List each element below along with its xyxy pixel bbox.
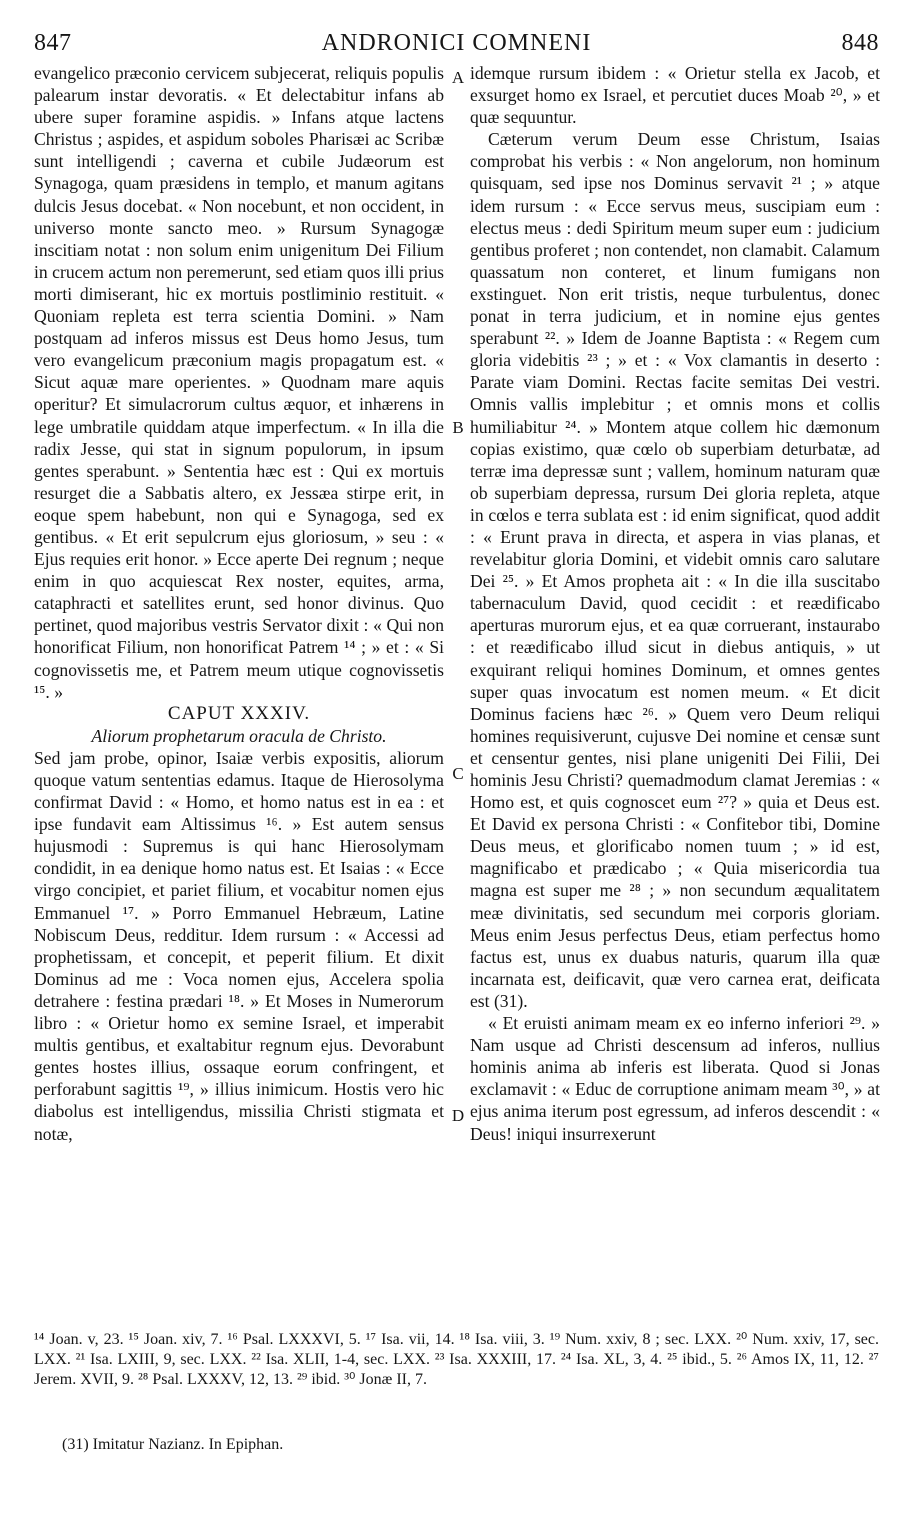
page-header (34, 30, 879, 64)
margin-marker-b: B (452, 418, 464, 437)
commentary-note: (31) Imitatur Nazianz. In Epiphan. (62, 1436, 284, 1453)
margin-marker-d: D (451, 1106, 465, 1125)
chapter-heading: CAPUT XXXIV. (167, 702, 311, 724)
footnotes: ¹⁴ Joan. v, 23. ¹⁵ Joan. xiv, 7. ¹⁶ Psal. LXXXVI, 5. ¹⁷ Isa. vii, 14. ¹⁸ Isa. viii, 3. ¹⁹ Num. xxiv, 8 ; sec. LXX. ²⁰ Num. xxiv, 17, sec. LXX. ²¹ Isa. LXIII, 9, sec. LXX. ²² Isa. XLII, 1-4, sec. LXX. ²³ Isa. XXXIII, 17. ²⁴ Isa. XL, 3, 4. ²⁵ ibid., 5. ²⁶ Amos IX, 11, 12. ²⁷ Jerem. XVII, 9. ²⁸ Psal. LXXXV, 12, 13. ²⁹ ibid. ³⁰ Jonæ II, 7. (34, 1331, 879, 1388)
running-title: ANDRONICI COMNENI (321, 30, 592, 56)
right-column (470, 62, 880, 1145)
margin-marker-c: C (452, 764, 464, 783)
column-number-left: 847 (34, 30, 72, 56)
left-column (34, 62, 444, 1145)
column-number-right: 848 (841, 30, 879, 56)
paragraph: evangelico præconio cervicem subjecerat, reliquis populis palearum instar devoratis. « Et delectabitur infans ab ubere super foramine aspidis. » Infans atque lactens Christus ; aspides, et aspidum soboles Pharisæi ac Scribæ sunt intelligendi ; caverna et cubile Judæorum est Synagoga, quam præsidens in templo, et manum agitans dulcis Jesus docebat. « Non nocebunt, et non occident, in universo monte sancto meo. » Rursum Synagogæ inscitiam notat : non solum enim unigenitum Dei Filium in crucem actum non peremerunt, sed etiam quos illi prius morti dimiserant, hic ex mortuis postliminio restituit. « Quoniam repleta est terra scientia Domini. » Nam postquam ad inferos missus est Deus homo Jesus, tum vero evangelicum præconium magis propagatum est. « Sicut aquæ mare operientes. » Quodnam mare aquis operitur? Et simulacrorum cultus æquor, et inhærens in lege umbratile quiddam atque imperfectum. « In illa die radix Jesse, qui stat in signum populorum, in ipsum gentes sperabunt. » Sententia hæc est : Qui ex mortuis resurget die a Sabbatis altero, ex Jessæa stirpe erit, in eoque spem habebunt, non qui e Synagoga, sed ex gentibus. « Et erit sepulcrum ejus gloriosum, » seu : « Ejus requies erit honor. » Ecce aperte Dei regnum ; neque enim in quo acquiescat Rex noster, equites, arma, cataphracti et satellites erunt, sed honor divinus. Quo pertinet, quod majoribus vestris Servator dixit : « Qui non honorificat Filium, non honorificat Patrem ¹⁴ ; » et : « Si cognovissetis me, et Patrem meum utique cognovissetis ¹⁵. » (34, 63, 444, 702)
paragraph: « Et eruisti animam meam ex eo inferno inferiori ²⁹. » Nam usque ad Christi descensum ad inferos, nullius hominis anima ab inferis est liberata. Quod si Jonas exclamavit : « Educ de corruptione animam meam ³⁰, » at ejus anima iterum post egressum, ad inferos descendit : « Deus! iniqui insurrexerunt (470, 1013, 880, 1144)
paragraph: Sed jam probe, opinor, Isaiæ verbis expositis, aliorum quoque vatum sententias edamus. Itaque de Hierosolyma confirmat David : « Homo, et homo natus est in ea : et ipse fundavit eam Altissimus ¹⁶. » Est autem sensus hujusmodi : Supremus is qui hanc Hierosolymam condidit, in ea denique homo natus est. Et Isaias : « Ecce virgo concipiet, et pariet filium, et vocabitur nomen ejus Emmanuel ¹⁷. » Porro Emmanuel Hebræum, Latine Nobiscum Deus, redditur. Idem rursum : « Accessi ad prophetissam, et concepit, et peperit filium. Et dixit Dominus ad me : Voca nomen ejus, Accelera spolia detrahere : festina prædari ¹⁸. » Et Moses in Numerorum libro : « Orietur homo ex semine Israel, et imperabit multis gentibus, et exaltabitur regnum ejus. Devorabunt gentes hostes illius, ossaque eorum confringent, et perforabunt sagittis ¹⁹, » illius inimicum. Hostis vero hic diabolus est intelligendus, missilia Christi stigmata et notæ, (34, 747, 444, 1144)
chapter-subtitle: Aliorum prophetarum oracula de Christo. (91, 725, 387, 746)
paragraph: Cæterum verum Deum esse Christum, Isaias comprobat his verbis : « Non angelorum, non hominum quisquam, sed ipse nos Dominus servavit ²¹ ; » atque idem rursum : « Ecce servus meus, suscipiam eum : electus meus : dedi Spiritum meum super eum : judicium gentibus proferet ; non contendet, non clamabit. Calamum quassatum non conteret, et linum fumigans non exstinguet. Non erit tristis, neque turbulentus, donec ponat in terra judicium, et in nomine ejus gentes sperabunt ²². » Idem de Joanne Baptista : « Regem cum gloria videbitis ²³ ; » et : « Vox clamantis in deserto : Parate viam Domini. Rectas facite semitas Dei vestri. Omnis vallis implebitur ; et omnis mons et collis humiliabitur ²⁴. » Montem atque collem hic dæmonum copias existimo, quæ cœlo ob superbiam deturbatæ, ad terræ ima depressæ sunt ; vallem, hominum naturam quæ ob superbiam depressa, rursum Dei gloria repleta, atque in cœlos e terra sublata est : id enim significat, quod addit : « Erunt prava in directa, et aspera in vias planas, et revelabitur gloria Domini, et videbit omnis caro salutare Dei ²⁵. » Et Amos propheta ait : « In die illa suscitabo tabernaculum David, quod cecidit : et reædificabo aperturas murorum ejus, et ea quæ corruerant, instaurabo : et reædificabo illud sicut in diebus antiquis, » ut exquirant reliqui homines Dominum, et omnes gentes super quas invocatum est nomen meum. « Et dicit Dominus faciens hæc ²⁶. » Quem vero Deum reliqui homines requisiverunt, cujusve Dei nomine et censæ sunt et censentur gentes, nisi plane unigeniti Dei Filii, Dei hominis Jesu Christi? quemadmodum clamat Jeremias : « Homo est, et quis cognoscet eum ²⁷? » quia et Deus est. Et David ex persona Christi : « Confitebor tibi, Domine Deus meus, et glorificabo nomen tuum ; » id est, magnificabo et prædicabo ; « Quia misericordia tua magna est super me ²⁸ ; » non secundum æqualitatem meæ divinitatis, sed secundum mei corporis gloriam. Meus enim Jesus perfectus Deus, etiam perfectus homo factus est, unus ex duabus naturis, quarum illa quæ incarnata est, deificavit, quæ vero carnea erat, deificata est (31). (470, 129, 880, 1011)
margin-marker-a: A (451, 68, 465, 87)
paragraph: idemque rursum ibidem : « Orietur stella ex Jacob, et exsurget homo ex Israel, et percutiet duces Moab ²⁰, » et quæ sequuntur. (470, 63, 880, 128)
